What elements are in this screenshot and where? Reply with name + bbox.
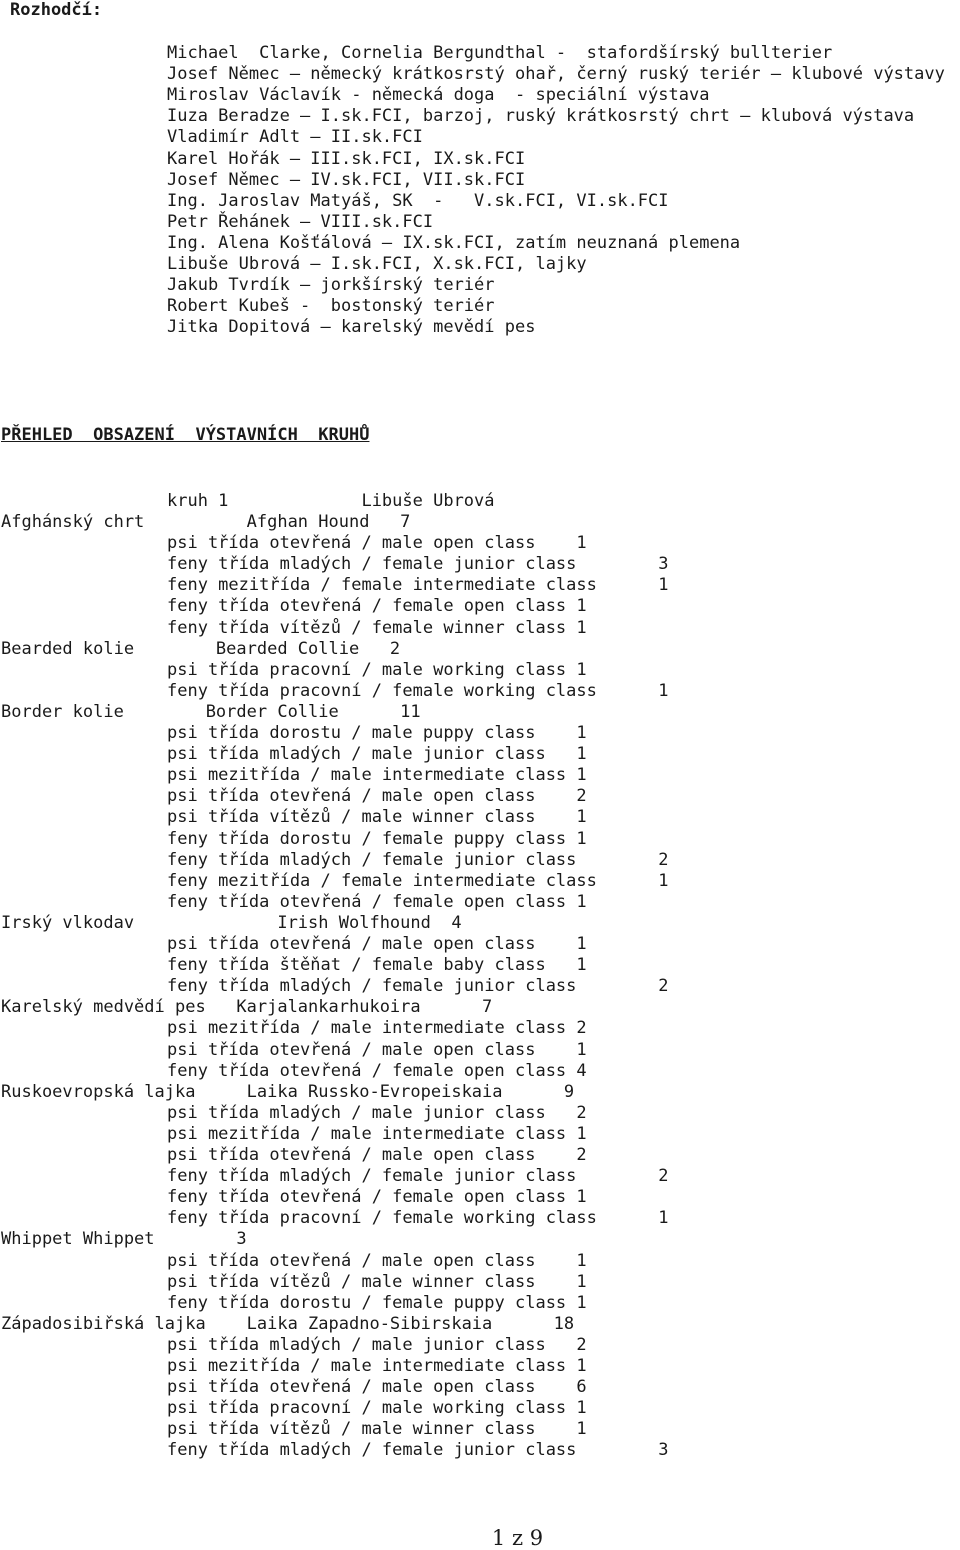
- class-entry: feny mezitřída / female intermediate class 1: [167, 870, 669, 891]
- class-entry: feny třída mladých / female junior class 2: [167, 849, 669, 870]
- judge-line: Ing. Alena Košťálová – IX.sk.FCI, zatím neuznaná plemena: [167, 232, 741, 253]
- class-entry: psi mezitřída / male intermediate class 2: [167, 1018, 587, 1039]
- class-entry: feny třída mladých / female junior class 3: [167, 554, 669, 575]
- judge-line: Iuza Beradze – I.sk.FCI, barzoj, ruský krátkosrstý chrt – klubová výstava: [167, 106, 915, 127]
- class-entry: feny třída dorostu / female puppy class 1: [167, 828, 587, 849]
- judge-line: Vladimír Adlt – II.sk.FCI: [167, 127, 423, 148]
- class-entry: feny třída otevřená / female open class 1: [167, 891, 587, 912]
- class-entry: psi mezitřída / male intermediate class 1: [167, 1123, 587, 1144]
- breed-header: Border kolie Border Collie 11: [1, 701, 421, 722]
- class-entry: feny třída štěňat / female baby class 1: [167, 955, 587, 976]
- judge-line: Robert Kubeš - bostonský teriér: [167, 296, 495, 317]
- class-entry: feny třída pracovní / female working class 1: [167, 680, 669, 701]
- judge-line: Libuše Ubrová – I.sk.FCI, X.sk.FCI, lajky: [167, 254, 587, 274]
- ring-header: kruh 1 Libuše Ubrová: [167, 491, 495, 511]
- class-entry: psi třída otevřená / male open class 1: [167, 1250, 587, 1271]
- class-entry: feny mezitřída / female intermediate class 1: [167, 575, 669, 596]
- class-entry: psi třída otevřená / male open class 2: [167, 786, 587, 807]
- judge-line: Josef Němec – německý krátkosrstý ohař, černý ruský teriér – klubové výstavy: [167, 64, 945, 85]
- breed-header: Irský vlkodav Irish Wolfhound 4: [1, 912, 462, 933]
- breed-header: Západosibiřská lajka Laika Zapadno-Sibirskaia 18: [1, 1313, 575, 1334]
- class-entry: feny třída otevřená / female open class 1: [167, 1187, 587, 1208]
- judge-line: Petr Řehánek – VIII.sk.FCI: [167, 211, 434, 232]
- judge-line: Jitka Dopitová – karelský mevědí pes: [167, 317, 536, 338]
- class-entry: feny třída mladých / female junior class 2: [167, 1166, 669, 1187]
- page-number: 1 z 9: [491, 1526, 544, 1550]
- class-entry: psi třída dorostu / male puppy class 1: [167, 723, 587, 743]
- class-entry: psi třída pracovní / male working class 1: [167, 659, 587, 680]
- class-entry: psi třída vítězů / male winner class 1: [167, 1419, 587, 1440]
- breed-header: Afghánský chrt Afghan Hound 7: [1, 512, 411, 532]
- judge-line: Miroslav Václavík - německá doga - speciální výstava: [167, 85, 710, 106]
- class-entry: psi třída mladých / male junior class 2: [167, 1334, 587, 1355]
- class-entry: feny třída otevřená / female open class 4: [167, 1060, 587, 1081]
- class-entry: psi třída vítězů / male winner class 1: [167, 1271, 587, 1292]
- class-entry: feny třída vítězů / female winner class 1: [167, 617, 587, 638]
- class-entry: psi třída vítězů / male winner class 1: [167, 807, 587, 828]
- section-title: PŘEHLED OBSAZENÍ VÝSTAVNÍCH KRUHŮ: [1, 425, 370, 445]
- class-entry: psi třída otevřená / male open class 1: [167, 1039, 587, 1060]
- breed-header: Bearded kolie Bearded Collie 2: [1, 638, 401, 659]
- judge-line: Karel Hořák – III.sk.FCI, IX.sk.FCI: [167, 148, 526, 169]
- class-entry: feny třída pracovní / female working class 1: [167, 1208, 669, 1229]
- class-entry: feny třída mladých / female junior class 3: [167, 1440, 669, 1461]
- class-entry: psi mezitřída / male intermediate class 1: [167, 1356, 587, 1376]
- class-entry: feny třída dorostu / female puppy class 1: [167, 1292, 587, 1313]
- class-entry: psi třída otevřená / male open class 2: [167, 1145, 587, 1165]
- class-entry: psi třída mladých / male junior class 1: [167, 744, 587, 765]
- breed-header: Whippet Whippet 3: [1, 1229, 247, 1250]
- breed-header: Karelský medvědí pes Karjalankarhukoira 7: [1, 997, 493, 1018]
- class-entry: feny třída mladých / female junior class 2: [167, 976, 669, 997]
- judge-line: Ing. Jaroslav Matyáš, SK - V.sk.FCI, VI.sk.FCI: [167, 190, 669, 211]
- judge-line: Josef Němec – IV.sk.FCI, VII.sk.FCI: [167, 169, 526, 190]
- judge-line: Michael Clarke, Cornelia Bergundthal - stafordšírský bullterier: [167, 43, 833, 63]
- class-entry: psi třída otevřená / male open class 6: [167, 1377, 587, 1398]
- class-entry: psi třída otevřená / male open class 1: [167, 934, 587, 954]
- breed-header: Ruskoevropská lajka Laika Russko-Evropeiskaia 9: [1, 1081, 575, 1102]
- judges-heading: Rozhodčí:: [10, 0, 103, 20]
- class-entry: psi třída pracovní / male working class 1: [167, 1398, 587, 1419]
- class-entry: psi mezitřída / male intermediate class 1: [167, 765, 587, 786]
- class-entry: psi třída otevřená / male open class 1: [167, 533, 587, 554]
- class-entry: feny třída otevřená / female open class 1: [167, 596, 587, 617]
- class-entry: psi třída mladých / male junior class 2: [167, 1102, 587, 1123]
- judge-line: Jakub Tvrdík – jorkšírský teriér: [167, 275, 495, 296]
